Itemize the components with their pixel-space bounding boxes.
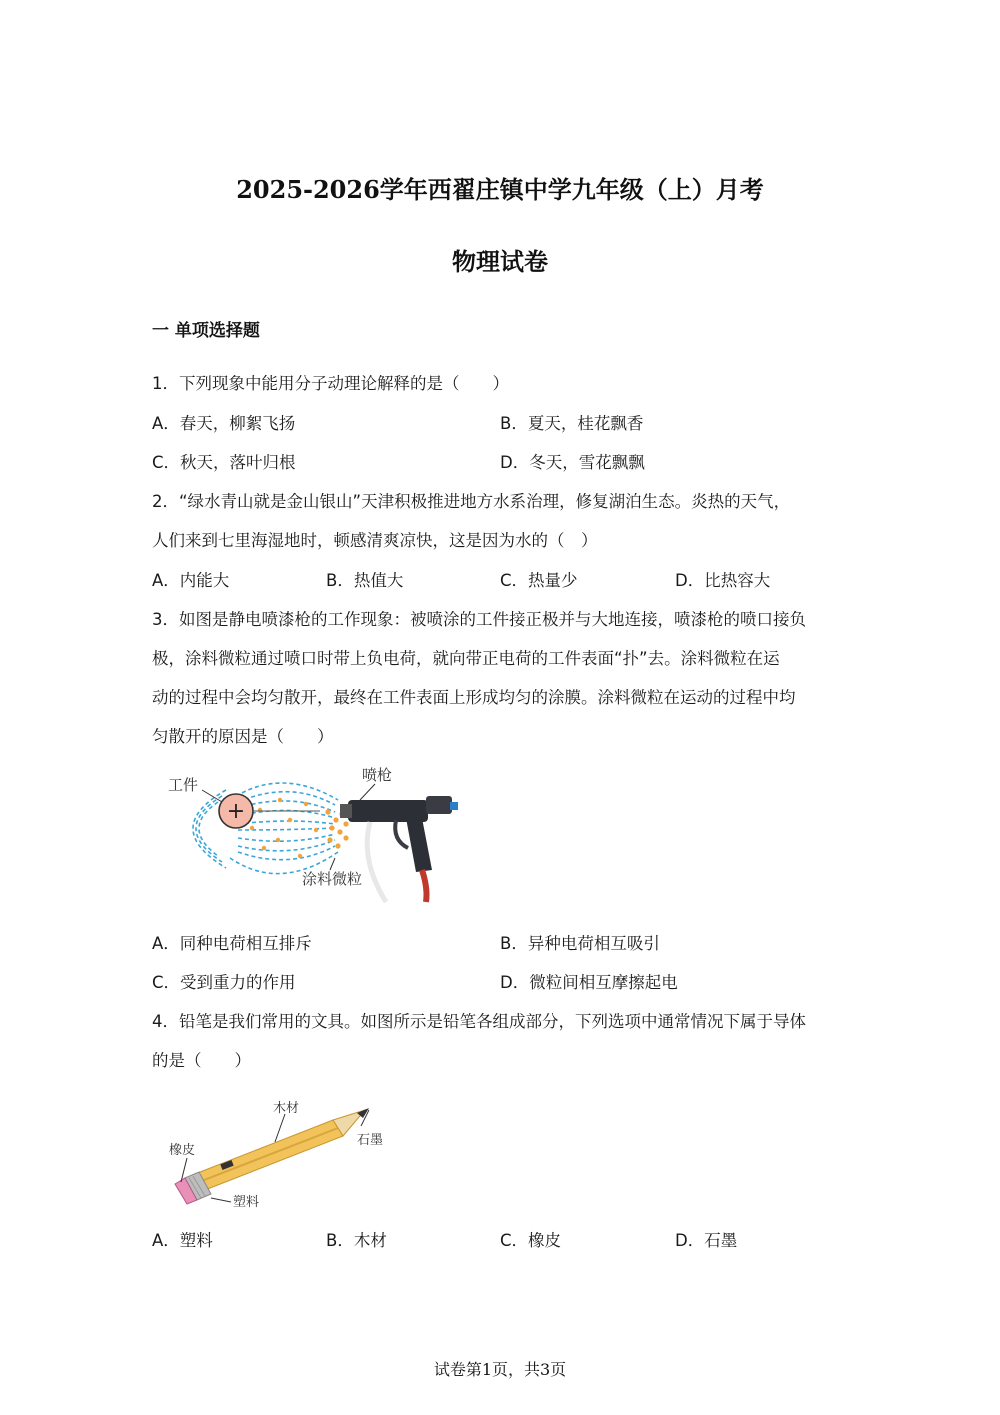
question-1-stem: 1．下列现象中能用分子动理论解释的是（ ）: [152, 374, 509, 393]
question-4-option-b[interactable]: B．木材: [326, 1231, 387, 1250]
question-2-option-a[interactable]: A．内能大: [152, 571, 230, 590]
label-wood: 木材: [273, 1101, 300, 1116]
question-4-option-d[interactable]: D．石墨: [675, 1231, 738, 1250]
question-3-option-b[interactable]: B．异种电荷相互吸引: [500, 934, 660, 953]
exam-subtitle: 物理试卷: [452, 247, 548, 276]
question-3-stem-line-2: 极，涂料微粒通过喷口时带上负电荷，就向带正电荷的工件表面“扑”去。涂料微粒在运: [152, 649, 780, 668]
question-3-stem-line-4: 匀散开的原因是（ ）: [152, 727, 334, 746]
label-graphite: 石墨: [357, 1133, 384, 1148]
question-3-option-d[interactable]: D．微粒间相互摩擦起电: [500, 973, 678, 992]
label-particles: 涂料微粒: [302, 870, 363, 888]
question-2-stem-line-1: 2．“绿水青山就是金山银山”天津积极推进地方水系治理，修复湖泊生态。炎热的天气，: [152, 492, 791, 511]
question-2-stem-line-2: 人们来到七里海湿地时，顿感清爽凉快，这是因为水的（ ）: [152, 531, 598, 550]
label-workpiece: 工件: [168, 776, 199, 794]
question-4-option-a[interactable]: A．塑料: [152, 1231, 213, 1250]
positive-symbol: +: [226, 799, 246, 824]
question-1-option-b[interactable]: B．夏天，桂花飘香: [500, 414, 644, 433]
section-heading: 一 单项选择题: [152, 321, 260, 341]
pencil: [175, 1108, 369, 1204]
question-4-stem-line-1: 4．铅笔是我们常用的文具。如图所示是铅笔各组成部分，下列选项中通常情况下属于导体: [152, 1012, 806, 1031]
question-3-stem-line-1: 3．如图是静电喷漆枪的工作现象：被喷涂的工件接正极并与大地连接，喷漆枪的喷口接负: [152, 610, 806, 629]
label-gun: 喷枪: [362, 766, 393, 784]
label-plastic: 塑料: [233, 1195, 260, 1210]
question-3-stem-line-3: 动的过程中会均匀散开，最终在工件表面上形成均匀的涂膜。涂料微粒在运动的过程中均: [152, 688, 796, 707]
page-footer: 试卷第1页，共3页: [433, 1360, 567, 1379]
spray-gun-figure: [160, 760, 470, 905]
paint-particles: [250, 798, 349, 858]
label-eraser: 橡皮: [169, 1143, 196, 1158]
question-2-option-d[interactable]: D．比热容大: [675, 571, 771, 590]
question-4-option-c[interactable]: C．橡皮: [500, 1231, 562, 1250]
question-3-option-c[interactable]: C．受到重力的作用: [152, 973, 296, 992]
question-2-option-b[interactable]: B．热值大: [326, 571, 404, 590]
exam-title: 2025-2026学年西翟庄镇中学九年级（上）月考: [236, 175, 764, 204]
question-4-stem-line-2: 的是（ ）: [152, 1051, 251, 1070]
question-3-option-a[interactable]: A．同种电荷相互排斥: [152, 934, 312, 953]
pencil-figure: [165, 1098, 395, 1210]
question-2-option-c[interactable]: C．热量少: [500, 571, 578, 590]
question-1-option-a[interactable]: A．春天，柳絮飞扬: [152, 414, 296, 433]
question-1-option-d[interactable]: D．冬天，雪花飘飘: [500, 453, 645, 472]
question-1-option-c[interactable]: C．秋天，落叶归根: [152, 453, 296, 472]
